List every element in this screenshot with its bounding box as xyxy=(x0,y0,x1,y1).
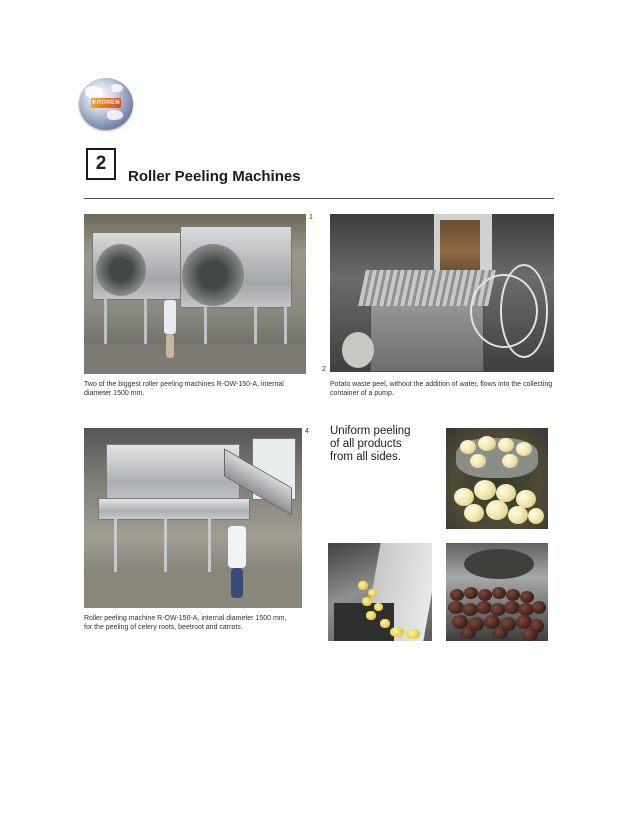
slogan-line: from all sides. xyxy=(330,451,401,463)
globe-land-shape xyxy=(111,84,123,92)
photo-number: 4 xyxy=(305,428,309,435)
logo-brand-text: KRONEN xyxy=(92,100,120,106)
photo-number: 2 xyxy=(322,366,326,373)
globe-logo-icon xyxy=(79,78,133,130)
photo-celery-machine xyxy=(84,428,302,608)
photo-caption-2: Potato waste peel, without the addition of water, flows into the collecting container of a pump. xyxy=(330,381,553,397)
globe-land-shape xyxy=(85,86,103,98)
page-title: Roller Peeling Machines xyxy=(128,168,301,185)
photo-waste-peel xyxy=(330,214,554,372)
photo-peeled-potatoes xyxy=(446,428,548,529)
photo-caption-4: Roller peeling machine R-OW-150-A, internal diameter 1500 mm, for the peeling of celery roots, beetroot and carrots. xyxy=(84,615,287,631)
photo-caption-1: Two of the biggest roller peeling machines R-OW-150-A, internal diameter 1500 mm. xyxy=(84,381,284,397)
photo-beetroot xyxy=(446,543,548,641)
photo-potato-chute xyxy=(328,543,432,641)
operator-figure xyxy=(228,526,246,568)
slogan-line: Uniform peeling xyxy=(330,425,411,437)
slogan-text xyxy=(330,425,411,464)
operator-figure xyxy=(164,300,176,334)
photo-roller-machines xyxy=(84,214,306,374)
section-number-box: 2 xyxy=(86,148,116,180)
title-divider xyxy=(84,198,554,199)
globe-land-shape xyxy=(107,110,123,120)
photo-number: 1 xyxy=(309,214,313,221)
slogan-line: of all products xyxy=(330,438,402,450)
